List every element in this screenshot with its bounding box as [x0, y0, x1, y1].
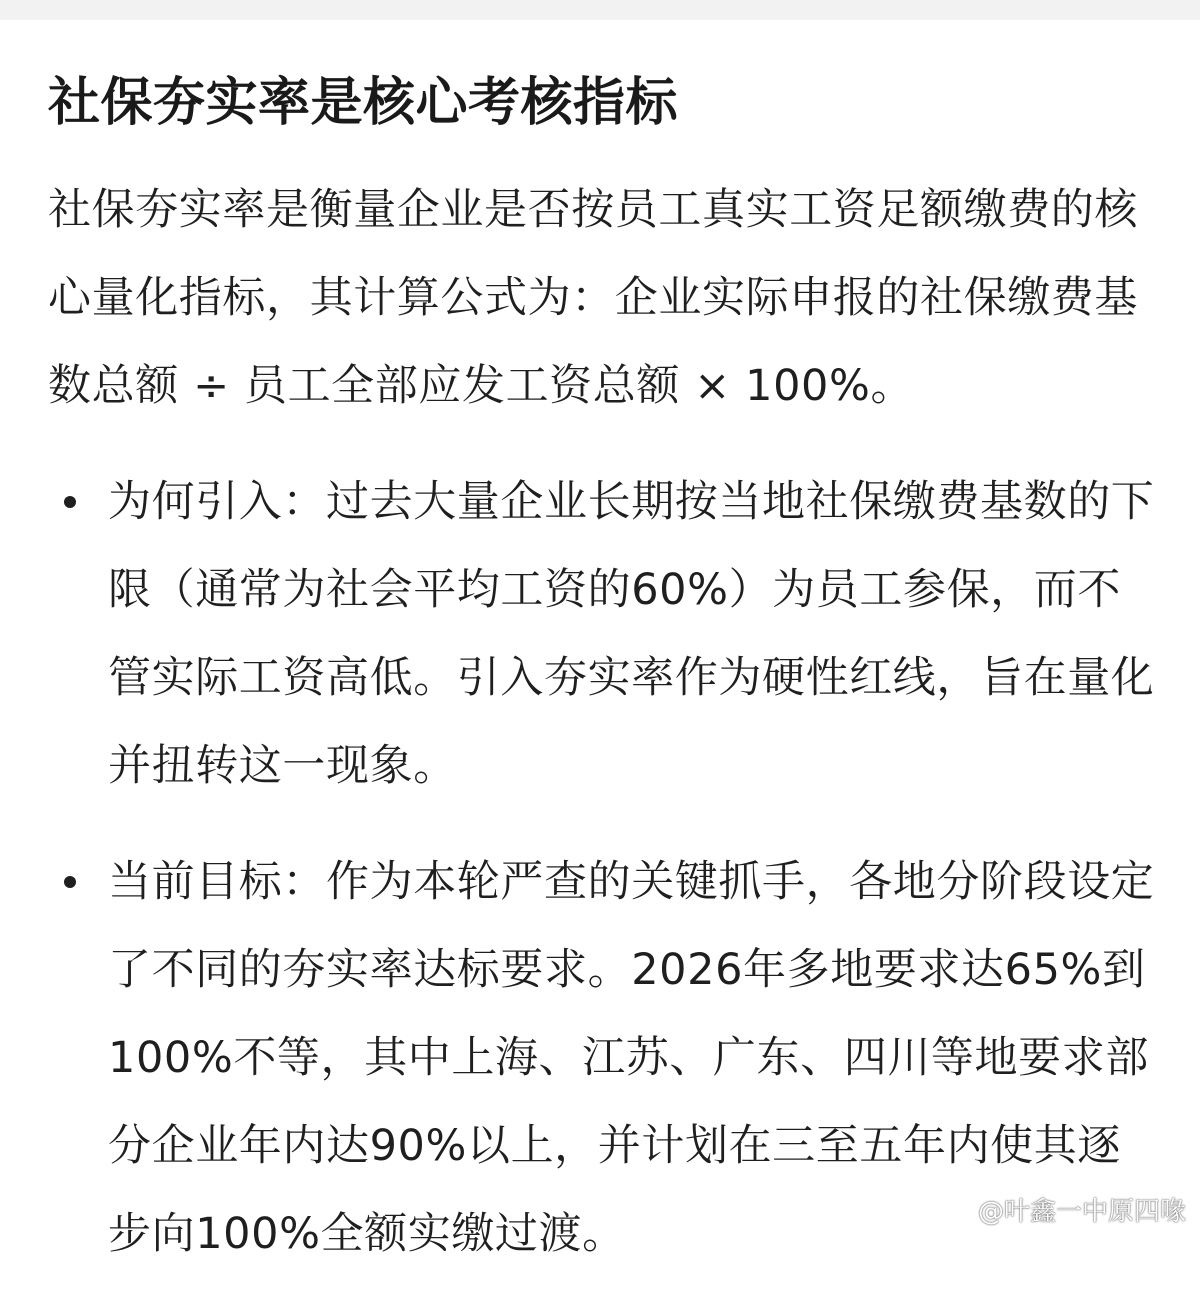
- bullet-dot-icon: [64, 876, 76, 888]
- bullet-dot-icon: [64, 496, 76, 508]
- watermark-text: @叶鑫一中原四喙: [977, 1196, 1186, 1227]
- article-body: [48, 66, 1156, 1306]
- watermark: [940, 1194, 1186, 1227]
- section-heading: 社保夯实率是核心考核指标: [48, 73, 679, 133]
- top-strip: [0, 0, 1200, 20]
- bullet-list: [48, 458, 1156, 1278]
- intro-paragraph: 社保夯实率是衡量企业是否按员工真实工资足额缴费的核心量化指标，其计算公式为：企业实际申报的社保缴费基数总额 ÷ 员工全部应发工资总额 × 100%。: [48, 185, 1138, 411]
- weibo-icon: [940, 1196, 972, 1222]
- bullet-item-why-introduced: [48, 458, 1156, 810]
- bullet-text: 为何引入：过去大量企业长期按当地社保缴费基数的下限（通常为社会平均工资的60%）为员工参保，而不管实际工资高低。引入夯实率作为硬性红线，旨在量化并扭转这一现象。: [108, 477, 1155, 791]
- bullet-text: 当前目标：作为本轮严查的关键抓手，各地分阶段设定了不同的夯实率达标要求。2026年多地要求达65%到100%不等，其中上海、江苏、广东、四川等地要求部分企业年内达90%以上，并计划在三至五年内使其逐步向100%全额实缴过渡。: [108, 857, 1155, 1259]
